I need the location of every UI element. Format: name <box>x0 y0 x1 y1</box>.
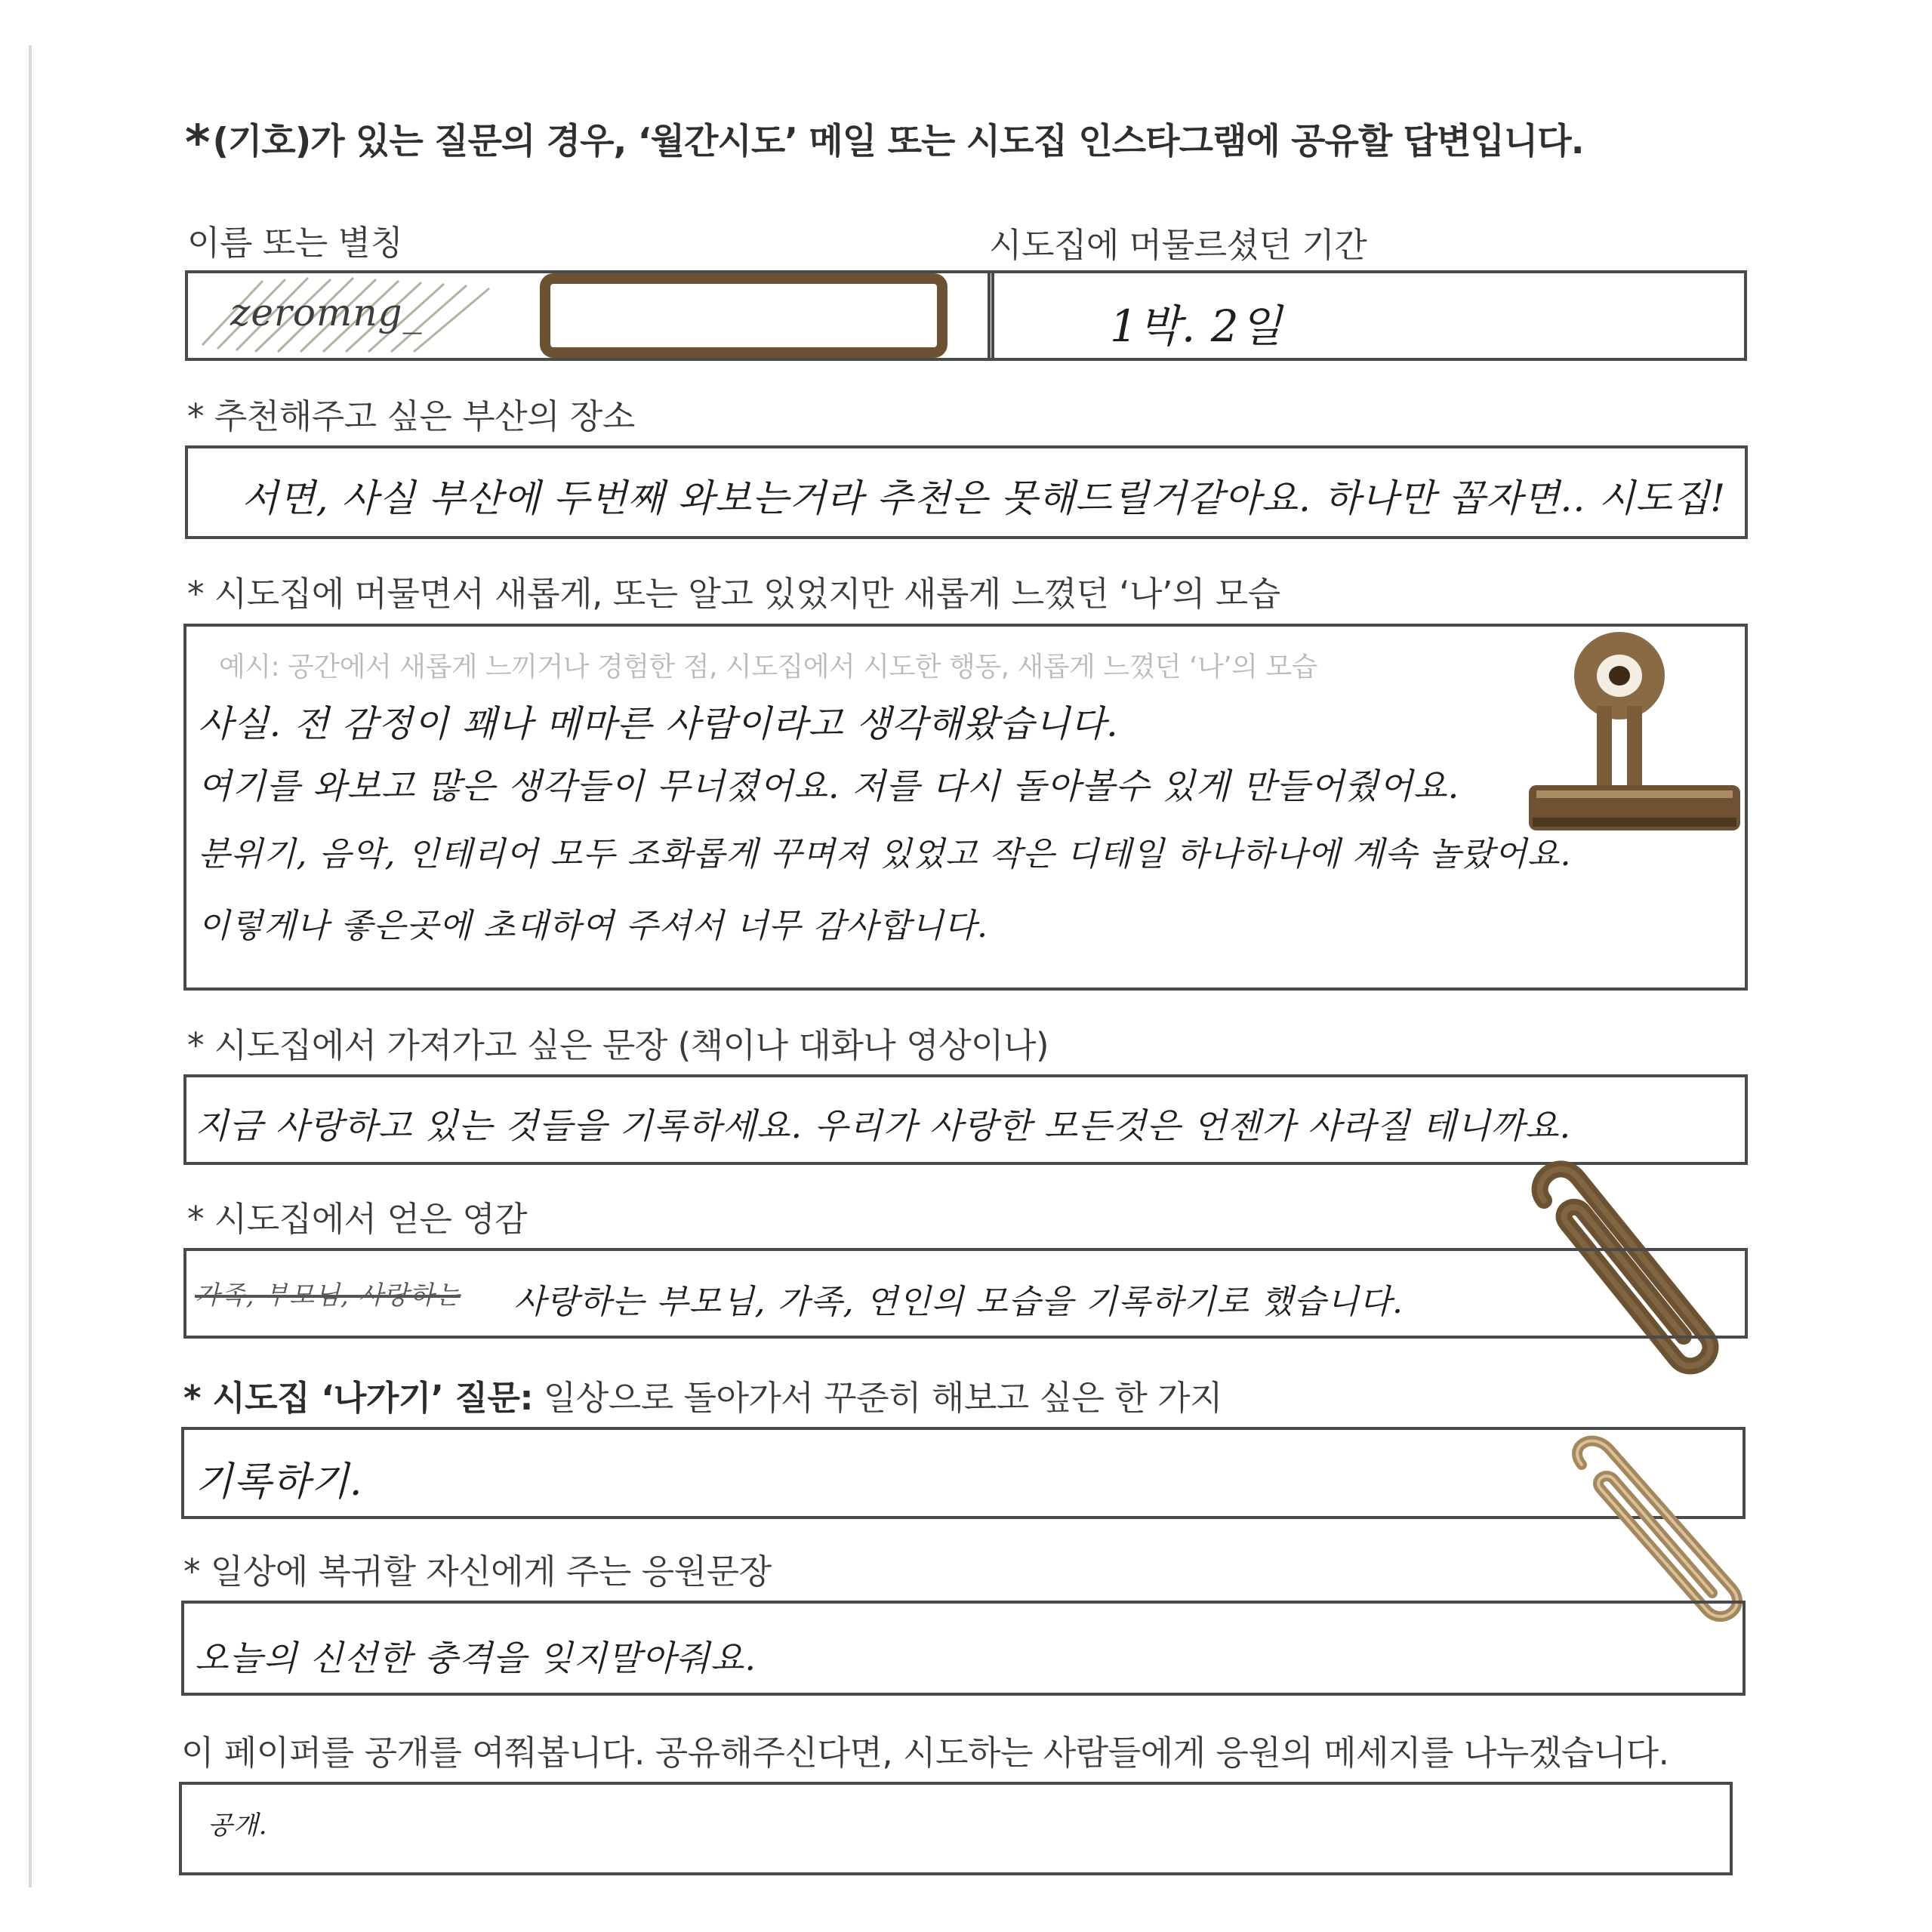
habit-label-rest: 일상으로 돌아가서 꾸준히 해보고 싶은 한 가지 <box>532 1378 1223 1418</box>
notice-text: (기호)가 있는 질문의 경우, ‘월간시도’ 메일 또는 시도집 인스타그램에 공유할 답변입니다. <box>212 121 1584 162</box>
public-answer: 공개. <box>208 1810 268 1841</box>
scan-edge <box>29 45 32 1887</box>
habit-label <box>183 1370 1222 1419</box>
self-line-1: 사실. 전 감정이 꽤나 메마른 사람이라고 생각해왔습니다. <box>198 703 1119 745</box>
name-label: 이름 또는 별칭 <box>187 223 403 263</box>
sentence-answer: 지금 사랑하고 있는 것들을 기록하세요. 우리가 사랑한 모든것은 언젠가 사라질 테니까요. <box>195 1105 1572 1146</box>
self-line-2: 여기를 와보고 많은 생각들이 무너졌어요. 저를 다시 돌아볼수 있게 만들어줬어요. <box>198 766 1460 806</box>
redaction-mark <box>540 273 948 358</box>
duration-box[interactable] <box>988 270 1747 361</box>
cheer-label: * 일상에 복귀할 자신에게 주는 응원문장 <box>183 1551 772 1592</box>
place-answer: 서면, 사실 부산에 두번째 와보는거라 추천은 못해드릴거같아요. 하나만 꼽자면.. 시도집! <box>242 476 1727 520</box>
habit-label-bold: * 시도집 ‘나가기’ 질문: <box>183 1378 533 1418</box>
self-hint: 예시: 공간에서 새롭게 느끼거나 경험한 점, 시도집에서 시도한 행동, 새롭게 느꼈던 ‘나’의 모습 <box>219 652 1317 683</box>
habit-box[interactable] <box>181 1427 1746 1519</box>
inspiration-struck: 가족, 부모님, 사랑하는 <box>195 1280 461 1311</box>
duration-label: 시도집에 머물르셨던 기간 <box>989 225 1367 265</box>
notice-star: * <box>185 116 210 171</box>
binder-clip-icon <box>1518 630 1744 857</box>
inspiration-answer: 사랑하는 부모님, 가족, 연인의 모습을 기록하기로 했습니다. <box>513 1283 1404 1321</box>
duration-answer: 1박. 2일 <box>1110 300 1283 352</box>
cheer-answer: 오늘의 신선한 충격을 잊지말아줘요. <box>195 1638 757 1678</box>
sentence-label: * 시도집에서 가져가고 싶은 문장 (책이나 대화나 영상이나) <box>187 1025 1049 1065</box>
name-answer: zeromng_ <box>230 291 423 334</box>
inspiration-label: * 시도집에서 얻은 영감 <box>187 1199 528 1239</box>
habit-answer: 기록하기. <box>195 1459 363 1505</box>
self-line-3: 분위기, 음악, 인테리어 모두 조화롭게 꾸며져 있었고 작은 디테일 하나하나에 계속 놀랐어요. <box>198 835 1572 874</box>
self-line-4: 이렇게나 좋은곳에 초대하여 주셔서 너무 감사합니다. <box>198 907 989 945</box>
place-label: * 추천해주고 싶은 부산의 장소 <box>187 396 635 436</box>
self-label: * 시도집에 머물면서 새롭게, 또는 알고 있었지만 새롭게 느꼈던 ‘나’의 모습 <box>187 574 1280 614</box>
share-notice <box>185 113 1584 171</box>
public-label: 이 페이퍼를 공개를 여쭤봅니다. 공유해주신다면, 시도하는 사람들에게 응원의 메세지를 나누겠습니다. <box>181 1733 1669 1773</box>
public-box[interactable] <box>179 1782 1733 1875</box>
